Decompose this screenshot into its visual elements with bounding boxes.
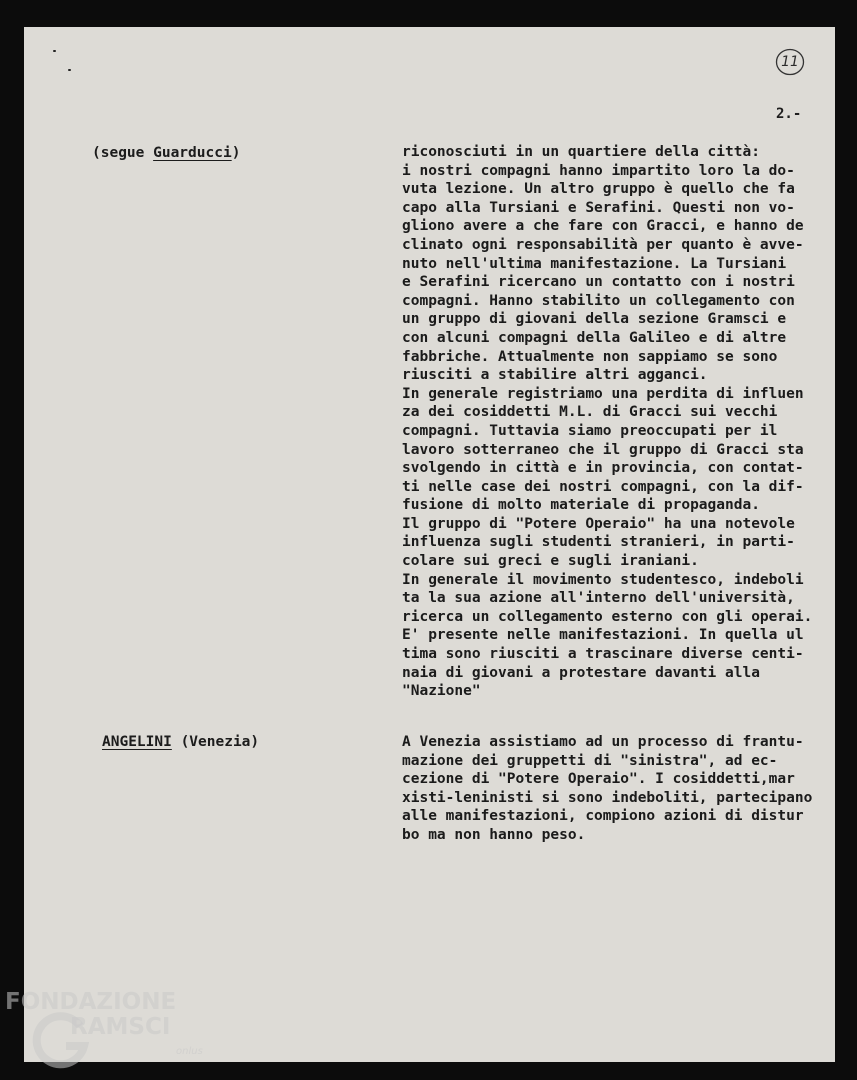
text-line: gliono avere a che fare con Gracci, e hanno de [402, 218, 804, 235]
text-line: xisti-leninisti si sono indeboliti, partecipano [402, 789, 813, 806]
text-line: cezione di "Potere Operaio". I cosiddetti,mar [402, 771, 795, 788]
text-line: riusciti a stabilire altri agganci. [402, 367, 708, 384]
text-line: lavoro sotterraneo che il gruppo di Gracci sta [402, 441, 804, 458]
text-line: fusione di molto materiale di propaganda. [402, 497, 760, 514]
text-line: "Nazione" [402, 683, 481, 700]
speaker-suffix: ) [231, 145, 241, 161]
text-line: con alcuni compagni della Galileo e di altre [402, 329, 787, 346]
speech-text-angelini [402, 733, 842, 845]
text-line: nuto nell'ultima manifestazione. La Tursiani [402, 255, 787, 272]
text-line: capo alla Tursiani e Serafini. Questi non vo- [402, 199, 795, 216]
watermark-line2: RAMSCI [70, 1014, 171, 1040]
text-line: vuta lezione. Un altro gruppo è quello che fa [402, 181, 795, 198]
speech-text-guarducci [402, 143, 842, 701]
speaker-name: Guarducci [153, 145, 232, 161]
text-line: mazione dei gruppetti di "sinistra", ad ec- [402, 752, 778, 769]
text-line: colare sui greci e sugli iraniani. [402, 553, 699, 570]
speaker-suffix: (Venezia) [171, 734, 260, 750]
paper-speck [53, 50, 56, 52]
watermark-line1: FONDAZIONE [5, 989, 177, 1015]
text-line: e Serafini ricercano un contatto con i nostri [402, 274, 795, 291]
speaker-label-angelini [102, 734, 259, 750]
text-line: Il gruppo di "Potere Operaio" ha una notevole [402, 515, 795, 532]
text-line: naia di giovani a protestare davanti alla [402, 664, 760, 681]
speaker-label-guarducci [92, 145, 240, 161]
watermark-line3: onlus [176, 1046, 203, 1057]
text-line: za dei cosiddetti M.L. di Gracci sui vecchi [402, 404, 778, 421]
text-line: bo ma non hanno peso. [402, 826, 586, 843]
speaker-name: ANGELINI [102, 734, 172, 750]
text-line: ti nelle case dei nostri compagni, con la dif- [402, 478, 804, 495]
text-line: fabbriche. Attualmente non sappiamo se sono [402, 348, 778, 365]
text-line: A Venezia assistiamo ad un processo di frantu- [402, 734, 804, 750]
speaker-prefix: (segue [92, 145, 154, 161]
text-line: clinato ogni responsabilità per quanto è avve- [402, 236, 804, 253]
text-line: In generale il movimento studentesco, indeboli [402, 571, 804, 588]
text-line: E' presente nelle manifestazioni. In quella ul [402, 627, 804, 644]
text-line: riconosciuti in un quartiere della città: [402, 144, 760, 160]
text-line: un gruppo di giovani della sezione Gramsci e [402, 311, 787, 328]
text-line: ta la sua azione all'interno dell'università, [402, 590, 795, 607]
paper-speck [68, 69, 71, 71]
text-line: alle manifestazioni, compiono azioni di distur [402, 808, 804, 825]
archive-number: 11 [781, 54, 799, 70]
text-line: i nostri compagni hanno impartito loro la do- [402, 162, 795, 179]
text-line: svolgendo in città e in provincia, con contat- [402, 460, 804, 477]
text-line: compagni. Tuttavia siamo preoccupati per il [402, 422, 778, 439]
page-number: 2.- [776, 106, 802, 122]
text-line: influenza sugli studenti stranieri, in parti- [402, 534, 795, 551]
text-line: In generale registriamo una perdita di influen [402, 385, 804, 402]
text-line: compagni. Hanno stabilito un collegamento con [402, 292, 795, 309]
text-line: ricerca un collegamento esterno con gli operai. [402, 608, 813, 625]
text-line: tima sono riusciti a trascinare diverse centi- [402, 646, 804, 663]
